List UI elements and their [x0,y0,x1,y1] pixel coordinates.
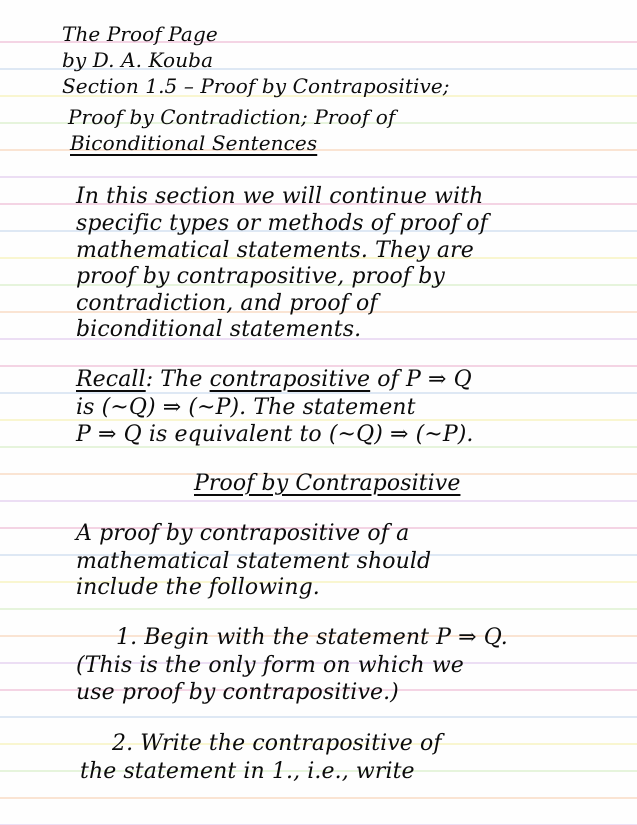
step-1-line-1: 1. Begin with the statement P ⇒ Q. [116,625,508,650]
intro-line-6: biconditional statements. [76,317,362,342]
section-subheading: Proof by Contrapositive [194,471,461,496]
method-line-1: A proof by contrapositive of a [76,521,410,546]
recall-text-b: of P ⇒ Q [370,367,472,392]
recall-line-1 [76,368,472,392]
intro-line-5: contradiction, and proof of [76,291,378,316]
section-title-line-2: Proof by Contradiction; Proof of [68,105,396,129]
page-title: The Proof Page [62,22,218,46]
contrapositive-term: contrapositive [209,367,371,392]
recall-label: Recall [76,367,146,392]
recall-text-a: : The [145,367,210,392]
method-line-2: mathematical statement should [76,549,432,574]
author-line: by D. A. Kouba [62,48,214,72]
step-2-line-2: the statement in 1., i.e., write [80,759,415,784]
section-title-line-1: Section 1.5 – Proof by Contrapositive; [62,74,450,98]
intro-line-3: mathematical statements. They are [76,238,474,263]
recall-line-2: is (~Q) ⇒ (~P). The statement [76,395,416,420]
intro-line-2: specific types or methods of proof of [76,211,488,236]
step-1-line-3: use proof by contrapositive.) [76,680,399,705]
step-1-line-2: (This is the only form on which we [76,653,464,678]
recall-line-3: P ⇒ Q is equivalent to (~Q) ⇒ (~P). [76,422,474,447]
method-line-3: include the following. [76,575,320,600]
intro-line-4: proof by contrapositive, proof by [76,264,445,289]
step-2-line-1: 2. Write the contrapositive of [112,731,442,756]
intro-line-1: In this section we will continue with [76,184,484,209]
section-title-line-3: Biconditional Sentences [70,131,318,155]
